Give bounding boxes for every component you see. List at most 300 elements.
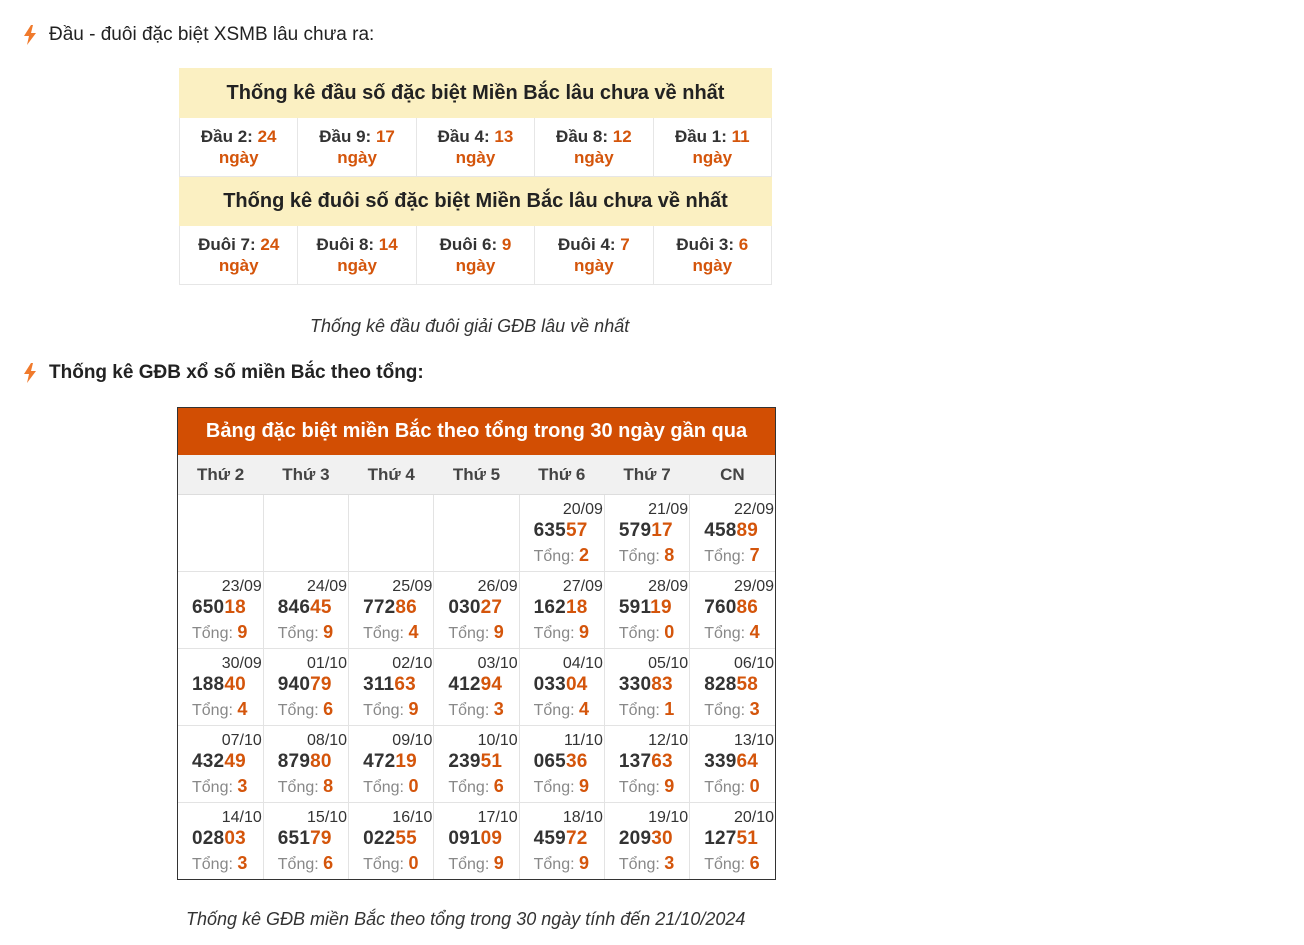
sum-label: Tổng: bbox=[448, 625, 490, 642]
result-number-tail: 55 bbox=[395, 828, 417, 849]
result-cell bbox=[519, 726, 604, 803]
result-number-tail: 51 bbox=[480, 751, 503, 772]
result-number-head: 635 bbox=[533, 520, 566, 541]
sum-value: 3 bbox=[749, 699, 760, 719]
tail-stat-cell bbox=[180, 226, 298, 285]
section-heading-head-tail bbox=[22, 24, 374, 46]
result-cell bbox=[519, 649, 604, 726]
result-date: 15/10 bbox=[307, 809, 348, 826]
result-number bbox=[534, 751, 588, 773]
result-sum bbox=[448, 776, 503, 797]
stat-value: 24 bbox=[260, 235, 280, 254]
result-number-tail: 17 bbox=[651, 520, 673, 541]
sum-value: 7 bbox=[749, 545, 760, 565]
result-number-head: 651 bbox=[277, 828, 311, 849]
result-number-tail: 19 bbox=[650, 597, 672, 618]
result-date: 06/10 bbox=[733, 655, 774, 672]
result-number-tail: 79 bbox=[310, 674, 332, 695]
result-date: 28/09 bbox=[648, 578, 689, 595]
sum-value: 9 bbox=[323, 622, 334, 642]
result-sum bbox=[619, 622, 674, 643]
result-sum bbox=[363, 776, 418, 797]
result-number-tail: 09 bbox=[480, 828, 503, 849]
weekday-header: Thứ 4 bbox=[349, 455, 434, 495]
section-heading-text: Đầu - đuôi đặc biệt XSMB lâu chưa ra: bbox=[49, 24, 375, 45]
empty-cell bbox=[263, 495, 348, 572]
result-sum bbox=[704, 545, 759, 566]
result-number bbox=[619, 751, 673, 773]
stat-label: Đuôi 6: bbox=[439, 235, 498, 254]
sum-value: 8 bbox=[664, 545, 675, 565]
result-number-tail: 04 bbox=[565, 674, 588, 695]
result-cell bbox=[434, 726, 519, 803]
stat-unit: ngày bbox=[692, 256, 733, 275]
sum-value: 4 bbox=[408, 622, 419, 642]
result-sum bbox=[278, 776, 333, 797]
result-sum bbox=[534, 699, 589, 720]
sum-value: 4 bbox=[237, 699, 248, 719]
head-stat-cell bbox=[653, 118, 771, 177]
result-date: 18/10 bbox=[562, 809, 603, 826]
sum-label: Tổng: bbox=[363, 702, 404, 719]
result-date: 13/10 bbox=[733, 732, 774, 749]
result-number-tail: 58 bbox=[736, 674, 759, 695]
result-number bbox=[619, 674, 673, 696]
result-number-tail: 49 bbox=[224, 751, 246, 772]
result-number-head: 065 bbox=[533, 751, 566, 772]
result-cell bbox=[604, 803, 689, 880]
tail-stat-cell bbox=[298, 226, 416, 285]
stat-unit: ngày bbox=[692, 148, 733, 167]
sum-value: 8 bbox=[323, 776, 334, 796]
result-sum bbox=[704, 699, 759, 720]
stat-label: Đuôi 4: bbox=[557, 235, 616, 254]
result-number bbox=[448, 597, 502, 619]
result-sum bbox=[363, 853, 418, 874]
result-number-tail: 18 bbox=[224, 597, 246, 618]
sum-label: Tổng: bbox=[192, 856, 233, 873]
sum-value: 4 bbox=[579, 699, 590, 719]
result-sum bbox=[704, 622, 759, 643]
result-number bbox=[534, 597, 588, 619]
result-cell bbox=[690, 572, 775, 649]
sum-label: Tổng: bbox=[192, 702, 233, 719]
weekday-header: Thứ 6 bbox=[519, 455, 604, 495]
sum-value: 1 bbox=[664, 699, 675, 719]
sum-label: Tổng: bbox=[448, 856, 490, 873]
sum-label: Tổng: bbox=[704, 548, 746, 565]
result-date: 20/10 bbox=[733, 809, 774, 826]
result-number-head: 458 bbox=[704, 520, 737, 541]
result-number-tail: 30 bbox=[651, 828, 673, 849]
result-cell bbox=[178, 803, 263, 880]
result-number bbox=[448, 674, 502, 696]
sum-value: 9 bbox=[493, 853, 504, 873]
result-number-head: 311 bbox=[363, 674, 395, 695]
result-sum bbox=[278, 699, 333, 720]
head-stat-cell bbox=[298, 118, 416, 177]
sum-value: 0 bbox=[664, 622, 675, 642]
result-sum bbox=[192, 853, 247, 874]
tail-stat-cell bbox=[416, 226, 534, 285]
result-date: 21/09 bbox=[648, 501, 689, 518]
sum-label: Tổng: bbox=[533, 702, 575, 719]
result-sum bbox=[363, 622, 418, 643]
result-cell bbox=[349, 649, 434, 726]
result-number bbox=[704, 520, 758, 542]
result-cell bbox=[434, 649, 519, 726]
result-number-head: 846 bbox=[277, 597, 311, 618]
sum-value: 0 bbox=[408, 853, 419, 873]
result-number-head: 940 bbox=[277, 674, 311, 695]
result-number-tail: 80 bbox=[310, 751, 332, 772]
result-number bbox=[448, 828, 502, 850]
result-sum bbox=[192, 776, 247, 797]
stat-value: 12 bbox=[612, 127, 632, 146]
stat-value: 13 bbox=[494, 127, 514, 146]
result-number-head: 459 bbox=[533, 828, 566, 849]
weekday-header: Thứ 3 bbox=[263, 455, 348, 495]
result-number-head: 209 bbox=[618, 828, 652, 849]
result-date: 16/10 bbox=[392, 809, 433, 826]
result-cell bbox=[604, 726, 689, 803]
sum-label: Tổng: bbox=[618, 548, 660, 565]
result-date: 19/10 bbox=[648, 809, 689, 826]
result-cell bbox=[178, 649, 263, 726]
table-row bbox=[178, 649, 775, 726]
result-number bbox=[192, 751, 246, 773]
stat-unit: ngày bbox=[218, 256, 259, 275]
result-number bbox=[278, 597, 332, 619]
sum-label: Tổng: bbox=[533, 625, 575, 642]
result-number-tail: 57 bbox=[565, 520, 588, 541]
table-row bbox=[178, 495, 775, 572]
section-heading-sum bbox=[22, 362, 424, 384]
stat-label: Đầu 4: bbox=[437, 127, 490, 146]
result-cell bbox=[434, 803, 519, 880]
result-number-tail: 40 bbox=[224, 674, 246, 695]
sum-label: Tổng: bbox=[448, 702, 490, 719]
result-number-tail: 89 bbox=[736, 520, 759, 541]
result-number bbox=[192, 597, 246, 619]
result-date: 03/10 bbox=[477, 655, 518, 672]
stat-unit: ngày bbox=[455, 148, 496, 167]
result-number bbox=[278, 674, 332, 696]
result-cell bbox=[434, 572, 519, 649]
result-cell bbox=[604, 495, 689, 572]
stat-unit: ngày bbox=[218, 148, 259, 167]
result-number-head: 091 bbox=[448, 828, 481, 849]
sum-value: 9 bbox=[664, 776, 675, 796]
result-cell bbox=[690, 726, 775, 803]
result-sum bbox=[192, 622, 247, 643]
sum-value: 6 bbox=[493, 776, 504, 796]
result-number-head: 650 bbox=[192, 597, 225, 618]
result-sum bbox=[619, 853, 674, 874]
sum-label: Tổng: bbox=[618, 779, 660, 796]
result-number-tail: 86 bbox=[736, 597, 759, 618]
result-cell bbox=[349, 726, 434, 803]
sum-value: 0 bbox=[749, 776, 760, 796]
sum-label: Tổng: bbox=[277, 625, 319, 642]
stat-unit: ngày bbox=[574, 256, 614, 275]
result-number-head: 033 bbox=[533, 674, 566, 695]
sum-value: 2 bbox=[579, 545, 590, 565]
result-sum bbox=[704, 776, 759, 797]
result-number-head: 828 bbox=[704, 674, 737, 695]
result-number-head: 879 bbox=[277, 751, 311, 772]
stat-value: 9 bbox=[501, 235, 512, 254]
result-number bbox=[534, 674, 588, 696]
result-sum bbox=[448, 699, 503, 720]
result-sum bbox=[363, 699, 418, 720]
sum-table bbox=[177, 407, 776, 880]
stat-value: 11 bbox=[731, 127, 750, 146]
head-stat-cell bbox=[535, 118, 653, 177]
result-number-head: 339 bbox=[704, 751, 737, 772]
result-cell bbox=[604, 649, 689, 726]
table2-caption: Thống kê GĐB miền Bắc theo tổng trong 30 ngày tính đến 21/10/2024 bbox=[186, 909, 746, 929]
result-number bbox=[363, 597, 417, 619]
result-sum bbox=[619, 776, 674, 797]
sum-label: Tổng: bbox=[277, 779, 319, 796]
result-cell bbox=[690, 803, 775, 880]
tail-stat-cell bbox=[653, 226, 771, 285]
sum-value: 6 bbox=[749, 853, 760, 873]
sum-label: Tổng: bbox=[192, 779, 233, 796]
sum-label: Tổng: bbox=[363, 625, 404, 642]
result-number-head: 330 bbox=[618, 674, 652, 695]
result-sum bbox=[619, 699, 674, 720]
stat-label: Đuôi 3: bbox=[676, 235, 734, 254]
result-number-head: 472 bbox=[363, 751, 396, 772]
result-number-tail: 83 bbox=[651, 674, 673, 695]
result-number-head: 591 bbox=[618, 597, 651, 618]
sum-label: Tổng: bbox=[704, 702, 746, 719]
result-date: 25/09 bbox=[392, 578, 433, 595]
result-number bbox=[704, 751, 758, 773]
sum-value: 3 bbox=[237, 776, 248, 796]
result-number-head: 760 bbox=[704, 597, 737, 618]
result-cell bbox=[178, 726, 263, 803]
sum-value: 9 bbox=[579, 622, 590, 642]
sum-value: 9 bbox=[493, 622, 504, 642]
result-cell bbox=[178, 572, 263, 649]
result-sum bbox=[448, 622, 503, 643]
result-number bbox=[619, 597, 672, 619]
result-number-tail: 45 bbox=[310, 597, 332, 618]
result-number-tail: 18 bbox=[565, 597, 588, 618]
lightning-bolt-icon bbox=[22, 25, 38, 45]
sum-value: 9 bbox=[408, 699, 419, 719]
result-number-tail: 72 bbox=[565, 828, 588, 849]
sum-value: 3 bbox=[664, 853, 675, 873]
result-date: 20/09 bbox=[562, 501, 603, 518]
stat-value: 17 bbox=[375, 127, 395, 146]
result-number bbox=[278, 828, 332, 850]
stat-label: Đuôi 8: bbox=[316, 235, 375, 254]
section-heading-text: Thống kê GĐB xổ số miền Bắc theo tổng: bbox=[49, 362, 424, 383]
result-date: 23/09 bbox=[221, 578, 262, 595]
sum-label: Tổng: bbox=[704, 625, 746, 642]
result-number-head: 432 bbox=[192, 751, 225, 772]
result-number-head: 137 bbox=[618, 751, 652, 772]
result-number-head: 188 bbox=[192, 674, 225, 695]
stat-unit: ngày bbox=[574, 148, 614, 167]
result-number bbox=[704, 674, 758, 696]
result-date: 27/09 bbox=[562, 578, 603, 595]
result-date: 07/10 bbox=[221, 732, 262, 749]
result-sum bbox=[278, 622, 333, 643]
sum-value: 6 bbox=[323, 699, 334, 719]
result-number-tail: 51 bbox=[736, 828, 759, 849]
lightning-bolt-icon bbox=[22, 363, 38, 383]
table1-caption: Thống kê đầu đuôi giải GĐB lâu về nhất bbox=[310, 316, 630, 336]
tail-table-title: Thống kê đuôi số đặc biệt Miền Bắc lâu chưa về nhất bbox=[180, 177, 772, 226]
table-row bbox=[178, 803, 775, 880]
sum-label: Tổng: bbox=[363, 856, 404, 873]
stat-value: 7 bbox=[620, 235, 630, 254]
result-number bbox=[278, 751, 332, 773]
result-date: 22/09 bbox=[733, 501, 774, 518]
weekday-header: Thứ 2 bbox=[178, 455, 263, 495]
stat-label: Đầu 9: bbox=[319, 127, 372, 146]
result-number bbox=[192, 828, 246, 850]
sum-label: Tổng: bbox=[448, 779, 490, 796]
result-number bbox=[704, 597, 758, 619]
weekday-header: Thứ 7 bbox=[604, 455, 689, 495]
sum-label: Tổng: bbox=[192, 625, 233, 642]
table-row bbox=[178, 726, 775, 803]
weekday-header: Thứ 5 bbox=[434, 455, 519, 495]
result-cell bbox=[263, 649, 348, 726]
result-date: 02/10 bbox=[392, 655, 433, 672]
head-table-title: Thống kê đầu số đặc biệt Miền Bắc lâu chưa về nhất bbox=[180, 69, 772, 118]
result-number bbox=[704, 828, 758, 850]
sum-label: Tổng: bbox=[363, 779, 404, 796]
sum-label: Tổng: bbox=[533, 779, 575, 796]
result-number bbox=[363, 828, 417, 850]
result-date: 26/09 bbox=[477, 578, 518, 595]
head-tail-table bbox=[179, 68, 772, 285]
result-date: 05/10 bbox=[648, 655, 689, 672]
result-number bbox=[534, 520, 588, 542]
stat-label: Đuôi 7: bbox=[198, 235, 256, 254]
result-date: 10/10 bbox=[477, 732, 518, 749]
result-number-tail: 19 bbox=[395, 751, 417, 772]
sum-table-title: Bảng đặc biệt miền Bắc theo tổng trong 30 ngày gần qua bbox=[178, 408, 775, 455]
sum-label: Tổng: bbox=[704, 779, 746, 796]
sum-value: 4 bbox=[749, 622, 760, 642]
sum-label: Tổng: bbox=[704, 856, 746, 873]
stat-unit: ngày bbox=[455, 256, 496, 275]
result-cell bbox=[690, 649, 775, 726]
result-number-tail: 03 bbox=[224, 828, 246, 849]
result-number-tail: 94 bbox=[480, 674, 503, 695]
result-cell bbox=[690, 495, 775, 572]
result-date: 09/10 bbox=[392, 732, 433, 749]
sum-value: 0 bbox=[408, 776, 419, 796]
result-number bbox=[619, 520, 673, 542]
result-cell bbox=[519, 495, 604, 572]
result-sum bbox=[534, 853, 589, 874]
result-cell bbox=[604, 572, 689, 649]
result-sum bbox=[704, 853, 759, 874]
result-date: 01/10 bbox=[307, 655, 348, 672]
stat-unit: ngày bbox=[337, 148, 377, 167]
result-number bbox=[534, 828, 588, 850]
result-date: 29/09 bbox=[733, 578, 774, 595]
result-cell bbox=[263, 572, 348, 649]
result-date: 14/10 bbox=[221, 809, 262, 826]
result-date: 17/10 bbox=[477, 809, 518, 826]
result-date: 12/10 bbox=[648, 732, 689, 749]
sum-label: Tổng: bbox=[533, 548, 575, 565]
stat-value: 14 bbox=[378, 235, 398, 254]
result-sum bbox=[534, 545, 589, 566]
result-date: 30/09 bbox=[221, 655, 262, 672]
sum-value: 6 bbox=[323, 853, 334, 873]
sum-label: Tổng: bbox=[618, 625, 660, 642]
stat-unit: ngày bbox=[337, 256, 377, 275]
stat-label: Đầu 1: bbox=[674, 127, 727, 146]
sum-label: Tổng: bbox=[277, 856, 319, 873]
result-sum bbox=[448, 853, 503, 874]
result-date: 24/09 bbox=[307, 578, 348, 595]
sum-value: 9 bbox=[579, 853, 590, 873]
sum-label: Tổng: bbox=[618, 702, 660, 719]
sum-value: 3 bbox=[237, 853, 248, 873]
result-number bbox=[363, 674, 416, 696]
result-number-head: 162 bbox=[533, 597, 566, 618]
result-number-head: 022 bbox=[363, 828, 396, 849]
result-number-head: 772 bbox=[363, 597, 396, 618]
stat-label: Đầu 8: bbox=[556, 127, 609, 146]
result-cell bbox=[349, 572, 434, 649]
weekday-header: CN bbox=[690, 455, 775, 495]
result-number bbox=[448, 751, 502, 773]
result-sum bbox=[619, 545, 674, 566]
result-number-tail: 64 bbox=[736, 751, 759, 772]
stat-label: Đầu 2: bbox=[200, 127, 253, 146]
result-sum bbox=[278, 853, 333, 874]
result-number-tail: 27 bbox=[480, 597, 503, 618]
result-date: 04/10 bbox=[562, 655, 603, 672]
result-number-tail: 63 bbox=[651, 751, 673, 772]
result-cell bbox=[263, 726, 348, 803]
result-date: 11/10 bbox=[564, 732, 603, 749]
sum-label: Tổng: bbox=[618, 856, 660, 873]
tail-stat-cell bbox=[535, 226, 653, 285]
result-number bbox=[619, 828, 673, 850]
sum-label: Tổng: bbox=[277, 702, 319, 719]
result-date: 08/10 bbox=[307, 732, 348, 749]
result-cell bbox=[519, 803, 604, 880]
sum-label: Tổng: bbox=[533, 856, 575, 873]
empty-cell bbox=[178, 495, 263, 572]
sum-value: 9 bbox=[579, 776, 590, 796]
result-number-tail: 86 bbox=[395, 597, 417, 618]
stat-value: 24 bbox=[257, 127, 277, 146]
table-row bbox=[178, 572, 775, 649]
empty-cell bbox=[434, 495, 519, 572]
result-cell bbox=[519, 572, 604, 649]
result-sum bbox=[534, 776, 589, 797]
result-number-head: 127 bbox=[704, 828, 737, 849]
head-stat-cell bbox=[416, 118, 534, 177]
result-number-head: 239 bbox=[448, 751, 481, 772]
empty-cell bbox=[349, 495, 434, 572]
